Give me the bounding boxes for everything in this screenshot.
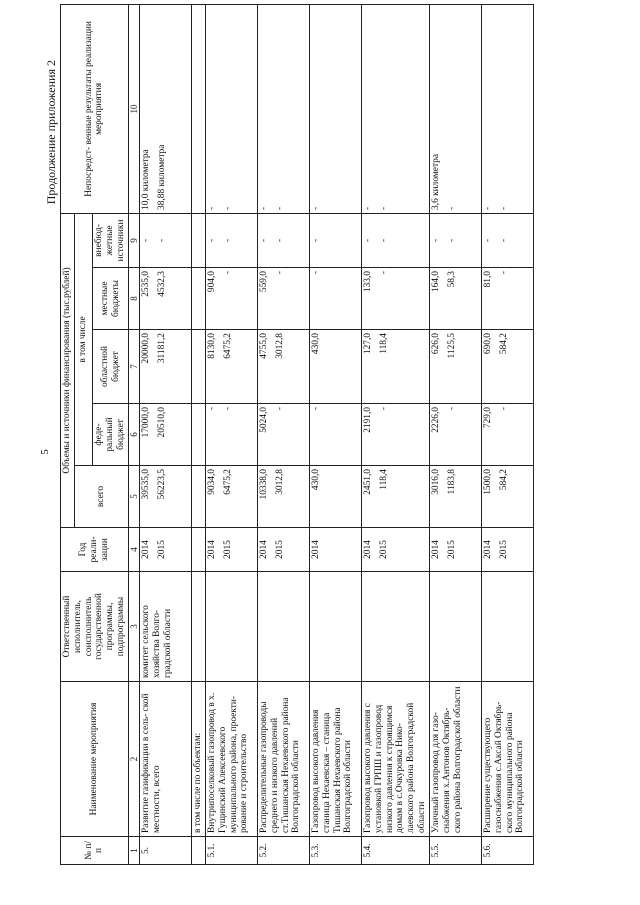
cell-years <box>310 528 362 572</box>
cell-results <box>481 4 533 213</box>
cell-total <box>140 466 192 528</box>
cell-value: 559,0 <box>259 271 270 293</box>
cell-executor <box>310 572 362 682</box>
cell-local <box>429 268 481 330</box>
col-number: 2 <box>128 682 139 837</box>
cell-value: 1500,0 <box>482 469 493 495</box>
cell-offbudget <box>362 213 430 267</box>
cell-value: 4755,0 <box>259 333 270 359</box>
cell-local <box>310 268 362 330</box>
cell-value: 6475,2 <box>223 333 234 359</box>
cell-local <box>481 268 533 330</box>
cell-value: - <box>311 206 322 210</box>
cell-value: - <box>223 271 234 275</box>
header-year: Год реали- зации <box>61 528 129 572</box>
cell-value: - <box>363 238 374 243</box>
col-number: 3 <box>128 572 139 682</box>
cell-value: 81,0 <box>482 271 493 288</box>
cell-value: - <box>223 407 234 411</box>
cell-results <box>258 4 310 213</box>
cell-regional <box>192 330 206 404</box>
cell-results <box>206 4 258 213</box>
cell-total <box>362 466 430 528</box>
table-row <box>310 4 362 864</box>
cell-federal <box>140 404 192 466</box>
header-funding: Объемы и источники финансирования (тыс.рублей) <box>61 213 75 527</box>
cell-num <box>192 837 206 865</box>
cell-value: - <box>207 206 218 210</box>
cell-value: - <box>275 271 286 275</box>
cell-regional <box>310 330 362 404</box>
cell-value: - <box>379 271 390 275</box>
header-offbudget: внебюд- жетные источники <box>93 213 128 267</box>
cell-value: 9034,0 <box>207 469 218 495</box>
continuation-title: Продолжение приложения 2 <box>44 60 58 205</box>
cell-total <box>192 466 206 528</box>
cell-federal <box>192 404 206 466</box>
cell-value: - <box>311 238 322 243</box>
cell-federal <box>362 404 430 466</box>
cell-value: - <box>259 206 270 210</box>
cell-regional <box>140 330 192 404</box>
cell-value: - <box>259 238 270 243</box>
cell-name: Газопровод высокого давления с установкой ГРПШ и газопровод низкого давления к строящимся домам в с.Очкуровка Нико- лаевского района Волгоградской области <box>362 682 430 837</box>
table-row <box>481 4 533 864</box>
cell-federal <box>481 404 533 466</box>
cell-name: в том числе по объектам: <box>192 682 206 837</box>
cell-value: 2014 <box>430 540 441 559</box>
cell-offbudget <box>192 213 206 267</box>
funding-table <box>60 4 534 865</box>
cell-value: 2015 <box>223 540 234 559</box>
cell-value: 430,0 <box>311 333 322 355</box>
cell-value: 2451,0 <box>363 469 374 495</box>
cell-local <box>206 268 258 330</box>
cell-num: 5.1. <box>206 837 258 865</box>
col-number: 4 <box>128 528 139 572</box>
cell-value: 2014 <box>363 540 374 559</box>
cell-value: 2015 <box>446 540 457 559</box>
cell-total <box>429 466 481 528</box>
cell-value: 3,6 километра <box>430 153 441 210</box>
cell-value: - <box>311 271 322 275</box>
cell-num: 5. <box>140 837 192 865</box>
cell-value: - <box>482 238 493 243</box>
cell-offbudget <box>429 213 481 267</box>
cell-value: 2015 <box>157 540 168 559</box>
table-row <box>140 4 192 864</box>
cell-value: 3016,0 <box>430 469 441 495</box>
table-row <box>429 4 481 864</box>
cell-regional <box>258 330 310 404</box>
cell-value: - <box>207 407 218 411</box>
column-numbers-row <box>128 4 139 864</box>
cell-value: - <box>379 206 390 210</box>
cell-value: 118,4 <box>379 333 390 354</box>
table-body <box>140 4 534 864</box>
header-total: всего <box>74 466 128 528</box>
cell-value: 6475,2 <box>223 469 234 495</box>
cell-results <box>140 4 192 213</box>
cell-value: 164,0 <box>430 271 441 293</box>
cell-federal <box>206 404 258 466</box>
col-number: 5 <box>128 466 139 528</box>
cell-value: 5024,0 <box>259 407 270 433</box>
cell-years <box>481 528 533 572</box>
cell-total <box>481 466 533 528</box>
cell-value: 58,3 <box>446 271 457 288</box>
col-number: 10 <box>128 4 139 213</box>
col-number: 1 <box>128 837 139 865</box>
cell-value: - <box>275 238 286 243</box>
cell-value: 584,2 <box>498 333 509 355</box>
cell-value: 17000,0 <box>141 407 152 438</box>
cell-value: 2015 <box>498 540 509 559</box>
cell-value: 2226,0 <box>430 407 441 433</box>
cell-value: 2014 <box>141 540 152 559</box>
cell-value: 56223,5 <box>157 469 168 500</box>
cell-executor <box>192 572 206 682</box>
cell-value: 2015 <box>379 540 390 559</box>
cell-executor <box>429 572 481 682</box>
cell-value: - <box>482 206 493 210</box>
cell-value: 3012,8 <box>275 333 286 359</box>
cell-value: - <box>498 271 509 275</box>
cell-value: 2014 <box>259 540 270 559</box>
cell-num: 5.6. <box>481 837 533 865</box>
cell-value: 690,0 <box>482 333 493 355</box>
cell-value: 39535,0 <box>141 469 152 500</box>
cell-name: Распределительные газопроводы среднего и низкого давлений ст.Тишанская Нехаевского района Волгоградской области <box>258 682 310 837</box>
table-row <box>206 4 258 864</box>
cell-value: 430,0 <box>311 469 322 491</box>
cell-value: - <box>498 206 509 210</box>
cell-num: 5.5. <box>429 837 481 865</box>
page-number: 5 <box>38 449 51 455</box>
cell-value: - <box>379 238 390 243</box>
cell-results <box>192 4 206 213</box>
cell-executor <box>206 572 258 682</box>
cell-name: Расширение существующего газоснабжения с.Аксай Октябрь- ского муниципального района Волгоградской области <box>481 682 533 837</box>
cell-value: - <box>311 407 322 411</box>
cell-value: - <box>446 206 457 210</box>
cell-num: 5.4. <box>362 837 430 865</box>
header-num: № п/п <box>61 837 129 865</box>
cell-years <box>429 528 481 572</box>
cell-value: - <box>275 407 286 411</box>
cell-value: 20510,0 <box>157 407 168 438</box>
cell-offbudget <box>310 213 362 267</box>
cell-name: Газопровод высокого давления станица Нехаевская – станица Тишанская Нехаевского района Волгоградской области <box>310 682 362 837</box>
cell-offbudget <box>481 213 533 267</box>
header-results: Непосредст- венные результаты реализации мероприятия <box>61 4 129 213</box>
col-number: 7 <box>128 330 139 404</box>
cell-executor: комитет сельского хозяйства Волго- градской области <box>140 572 192 682</box>
cell-local <box>140 268 192 330</box>
cell-executor <box>481 572 533 682</box>
cell-total <box>206 466 258 528</box>
cell-value: 127,0 <box>363 333 374 355</box>
table-row <box>192 4 206 864</box>
cell-value: - <box>446 407 457 411</box>
cell-offbudget <box>206 213 258 267</box>
cell-value: - <box>446 238 457 243</box>
cell-years <box>192 528 206 572</box>
cell-results <box>310 4 362 213</box>
cell-regional <box>481 330 533 404</box>
cell-value: - <box>141 238 152 243</box>
cell-years <box>362 528 430 572</box>
table-row <box>362 4 430 864</box>
cell-value: - <box>223 206 234 210</box>
header-regional: областной бюджет <box>93 330 128 404</box>
cell-results <box>362 4 430 213</box>
cell-name: Уличный газопровод для газо- снабжения х.Антонов Октябрь- ского района Волгоградской области <box>429 682 481 837</box>
cell-value: - <box>275 206 286 210</box>
cell-num: 5.3. <box>310 837 362 865</box>
cell-value: 2535,0 <box>141 271 152 297</box>
cell-value: - <box>498 238 509 243</box>
cell-value: - <box>207 238 218 243</box>
cell-value: 2191,0 <box>363 407 374 433</box>
cell-name: Развитие газификации в сель- ской местности, всего <box>140 682 192 837</box>
cell-value: - <box>498 407 509 411</box>
col-number: 8 <box>128 268 139 330</box>
cell-value: 2014 <box>482 540 493 559</box>
cell-total <box>310 466 362 528</box>
cell-value: - <box>157 238 168 243</box>
cell-num: 5.2. <box>258 837 310 865</box>
cell-value: - <box>379 407 390 411</box>
cell-value: 4532,3 <box>157 271 168 297</box>
cell-federal <box>310 404 362 466</box>
cell-executor <box>258 572 310 682</box>
cell-years <box>140 528 192 572</box>
cell-federal <box>258 404 310 466</box>
cell-regional <box>206 330 258 404</box>
cell-local <box>258 268 310 330</box>
cell-value: 2015 <box>275 540 286 559</box>
cell-regional <box>362 330 430 404</box>
header-name: Наименование мероприятия <box>61 682 129 837</box>
cell-value: - <box>363 206 374 210</box>
cell-name: Внутрипоселковый газопровод в х. Гущинский Алексеевского муниципального района, проекти- рование и строительство <box>206 682 258 837</box>
cell-value: 904,0 <box>207 271 218 293</box>
cell-offbudget <box>258 213 310 267</box>
cell-value: 20000,0 <box>141 333 152 364</box>
cell-value: - <box>430 238 441 243</box>
cell-total <box>258 466 310 528</box>
cell-value: 10,0 километра <box>141 149 152 210</box>
header-federal: феде- ральный бюджет <box>93 404 128 466</box>
cell-value: 729,0 <box>482 407 493 429</box>
cell-value: 8130,0 <box>207 333 218 359</box>
cell-value: 584,2 <box>498 469 509 491</box>
cell-offbudget <box>140 213 192 267</box>
cell-value: 3012,8 <box>275 469 286 495</box>
cell-value: - <box>223 238 234 243</box>
col-number: 9 <box>128 213 139 267</box>
cell-value: 2014 <box>311 540 322 559</box>
cell-value: 38,88 километра <box>157 144 168 210</box>
cell-regional <box>429 330 481 404</box>
cell-value: 133,0 <box>363 271 374 293</box>
table-row <box>258 4 310 864</box>
cell-value: 1125,5 <box>446 333 457 359</box>
header-incl: в том числе <box>74 213 93 465</box>
cell-executor <box>362 572 430 682</box>
cell-value: 1183,8 <box>446 469 457 495</box>
cell-value: 118,4 <box>379 469 390 490</box>
cell-federal <box>429 404 481 466</box>
cell-value: 31181,2 <box>157 333 168 364</box>
cell-results <box>429 4 481 213</box>
header-local: местные бюджеты <box>93 268 128 330</box>
cell-local <box>362 268 430 330</box>
cell-value: 2014 <box>207 540 218 559</box>
cell-local <box>192 268 206 330</box>
col-number: 6 <box>128 404 139 466</box>
cell-value: 626,0 <box>430 333 441 355</box>
cell-value: 10338,0 <box>259 469 270 500</box>
cell-years <box>206 528 258 572</box>
cell-years <box>258 528 310 572</box>
header-executor: Ответственный исполнитель, соисполнитель государственной программы, подпрограммы <box>61 572 129 682</box>
